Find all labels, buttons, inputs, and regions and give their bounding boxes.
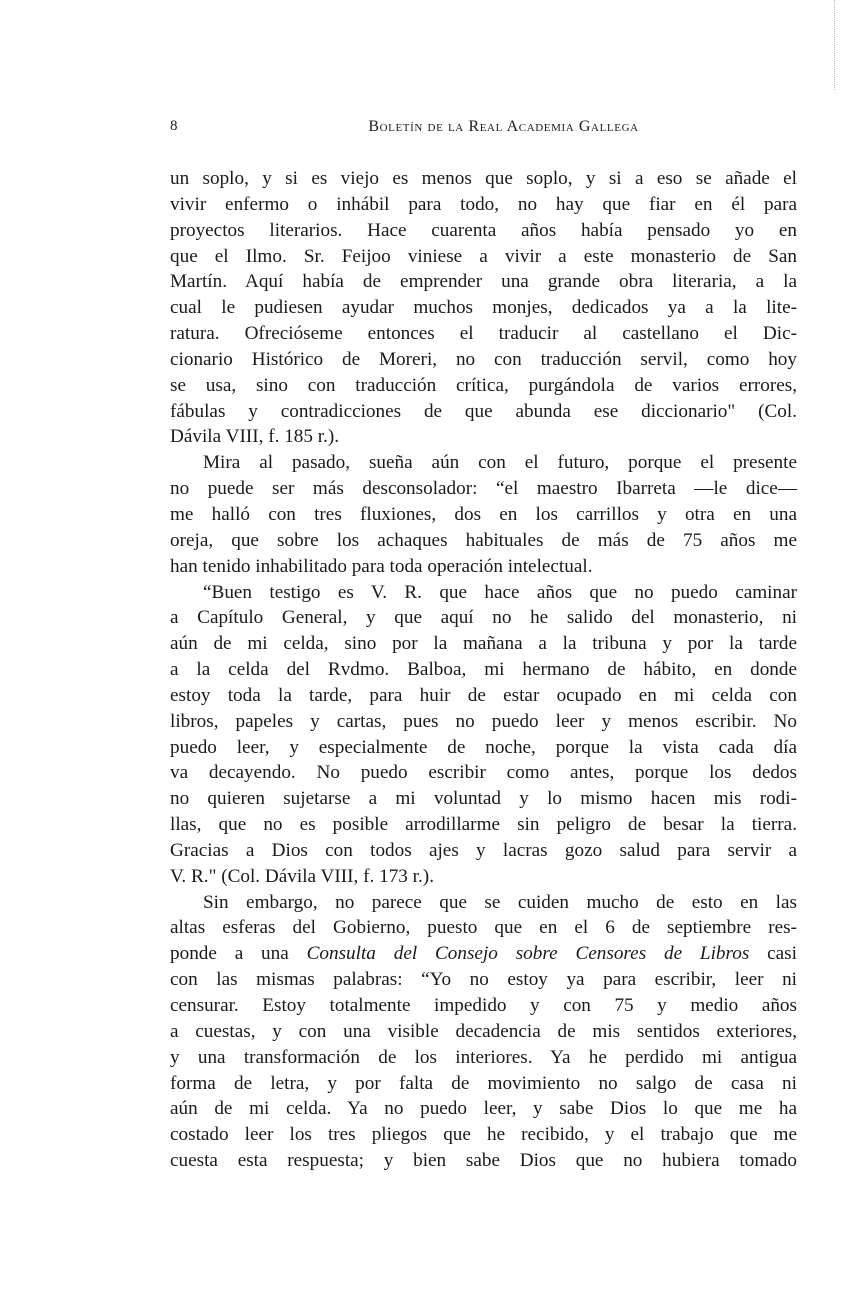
text-line	[170, 244, 797, 270]
text-line	[170, 657, 797, 683]
text-segment: ponde a una	[170, 943, 307, 965]
text-segment: no puede ser más desconsolador: “el maestro Ibarreta —le dice—	[170, 478, 797, 500]
text-line	[170, 347, 797, 373]
text-segment: a Capítulo General, y que aquí no he salido del monasterio, ni	[170, 607, 797, 629]
text-segment: fábulas y contradicciones de que abunda ese diccionario" (Col.	[170, 400, 797, 422]
text-line	[170, 450, 797, 476]
text-segment: “Buen testigo es V. R. que hace años que no puedo caminar	[203, 581, 797, 603]
text-line	[170, 502, 797, 528]
text-line	[170, 683, 797, 709]
text-line	[170, 192, 797, 218]
text-line	[170, 760, 797, 786]
italic-title: Consulta del Consejo sobre Censores de Libros	[306, 943, 750, 965]
text-line	[170, 166, 797, 192]
text-line	[170, 580, 797, 606]
text-segment: cionario Histórico de Moreri, no con traducción servil, como hoy	[170, 348, 797, 370]
text-segment: se usa, sino con traducción crítica, purgándola de varios errores,	[170, 374, 797, 396]
text-segment: un soplo, y si es viejo es menos que soplo, y si a eso se añade el	[170, 168, 797, 189]
text-line	[170, 941, 797, 967]
page-header	[170, 118, 797, 140]
text-segment: han tenido inhabilitado para toda operación intelectual.	[170, 555, 593, 577]
text-segment: aún de mi celda. Ya no puedo leer, y sabe Dios lo que me ha	[170, 1098, 797, 1120]
text-segment: oreja, que sobre los achaques habituales de más de 75 años me	[170, 529, 797, 551]
text-segment: puedo leer, y especialmente de noche, porque la vista cada día	[170, 736, 797, 758]
text-segment: Mira al pasado, sueña aún con el futuro, porque el presente	[203, 452, 797, 474]
text-line	[170, 424, 797, 450]
text-segment: estoy toda la tarde, para huir de estar ocupado en mi celda con	[170, 684, 797, 706]
text-segment: casi	[749, 943, 797, 965]
text-line	[170, 269, 797, 295]
text-segment: cual le pudiesen ayudar muchos monjes, dedicados ya a la lite-	[170, 297, 797, 319]
scan-edge-mark	[834, 0, 836, 90]
text-segment: Dávila VIII, f. 185 r.).	[170, 426, 340, 448]
body-text	[170, 166, 797, 1174]
text-line	[170, 321, 797, 347]
text-line	[170, 218, 797, 244]
text-segment: Martín. Aquí había de emprender una grande obra literaria, a la	[170, 271, 797, 293]
text-line	[170, 399, 797, 425]
text-line	[170, 812, 797, 838]
text-line	[170, 993, 797, 1019]
text-line	[170, 554, 797, 580]
text-segment: no quieren sujetarse a mi voluntad y lo mismo hacen mis rodi-	[170, 788, 797, 810]
text-segment: llas, que no es posible arrodillarme sin peligro de besar la tierra.	[170, 814, 797, 836]
text-line	[170, 631, 797, 657]
text-segment: a cuestas, y con una visible decadencia de mis sentidos exteriores,	[170, 1020, 797, 1042]
text-line	[170, 528, 797, 554]
text-segment: Gracias a Dios con todos ajes y lacras gozo salud para servir a	[170, 839, 797, 861]
running-title: Boletín de la Real Academia Gallega	[368, 118, 639, 135]
text-segment: a la celda del Rvdmo. Balboa, mi hermano de hábito, en donde	[170, 659, 797, 681]
text-segment: vivir enfermo o inhábil para todo, no hay que fiar en él para	[170, 193, 797, 215]
text-segment: libros, papeles y cartas, pues no puedo leer y menos escribir. No	[170, 710, 797, 732]
text-line	[170, 476, 797, 502]
text-line	[170, 864, 797, 890]
text-segment: me halló con tres fluxiones, dos en los carrillos y otra en una	[170, 503, 797, 525]
page-number: 8	[170, 118, 178, 134]
text-line	[170, 373, 797, 399]
text-segment: proyectos literarios. Hace cuarenta años había pensado yo en	[170, 219, 797, 241]
text-segment: cuesta esta respuesta; y bien sabe Dios que no hubiera tomado	[170, 1150, 797, 1172]
text-line	[170, 915, 797, 941]
text-line	[170, 786, 797, 812]
text-segment: costado leer los tres pliegos que he recibido, y el trabajo que me	[170, 1124, 797, 1146]
text-line	[170, 735, 797, 761]
text-line	[170, 709, 797, 735]
text-segment: aún de mi celda, sino por la mañana a la tribuna y por la tarde	[170, 633, 797, 655]
text-segment: altas esferas del Gobierno, puesto que en el 6 de septiembre res-	[170, 917, 797, 939]
text-segment: forma de letra, y por falta de movimiento no salgo de casa ni	[170, 1072, 797, 1094]
text-segment: va decayendo. No puedo escribir como antes, porque los dedos	[170, 762, 797, 784]
text-line	[170, 1122, 797, 1148]
text-line	[170, 838, 797, 864]
text-line	[170, 1148, 797, 1174]
text-line	[170, 967, 797, 993]
text-line	[170, 1071, 797, 1097]
text-segment: que el Ilmo. Sr. Feijoo viniese a vivir a este monasterio de San	[170, 245, 797, 267]
text-line	[170, 1045, 797, 1071]
text-line	[170, 295, 797, 321]
text-line	[170, 1096, 797, 1122]
text-line	[170, 605, 797, 631]
text-segment: y una transformación de los interiores. Ya he perdido mi antigua	[170, 1046, 797, 1068]
text-segment: con las mismas palabras: “Yo no estoy ya para escribir, leer ni	[170, 969, 797, 991]
text-segment: Sin embargo, no parece que se cuiden mucho de esto en las	[203, 891, 797, 913]
text-segment: censurar. Estoy totalmente impedido y con 75 y medio años	[170, 995, 797, 1016]
text-line	[170, 890, 797, 916]
text-segment: ratura. Ofrecióseme entonces el traducir al castellano el Dic-	[170, 323, 797, 345]
text-segment: V. R." (Col. Dávila VIII, f. 173 r.).	[170, 865, 434, 887]
text-line	[170, 1019, 797, 1045]
